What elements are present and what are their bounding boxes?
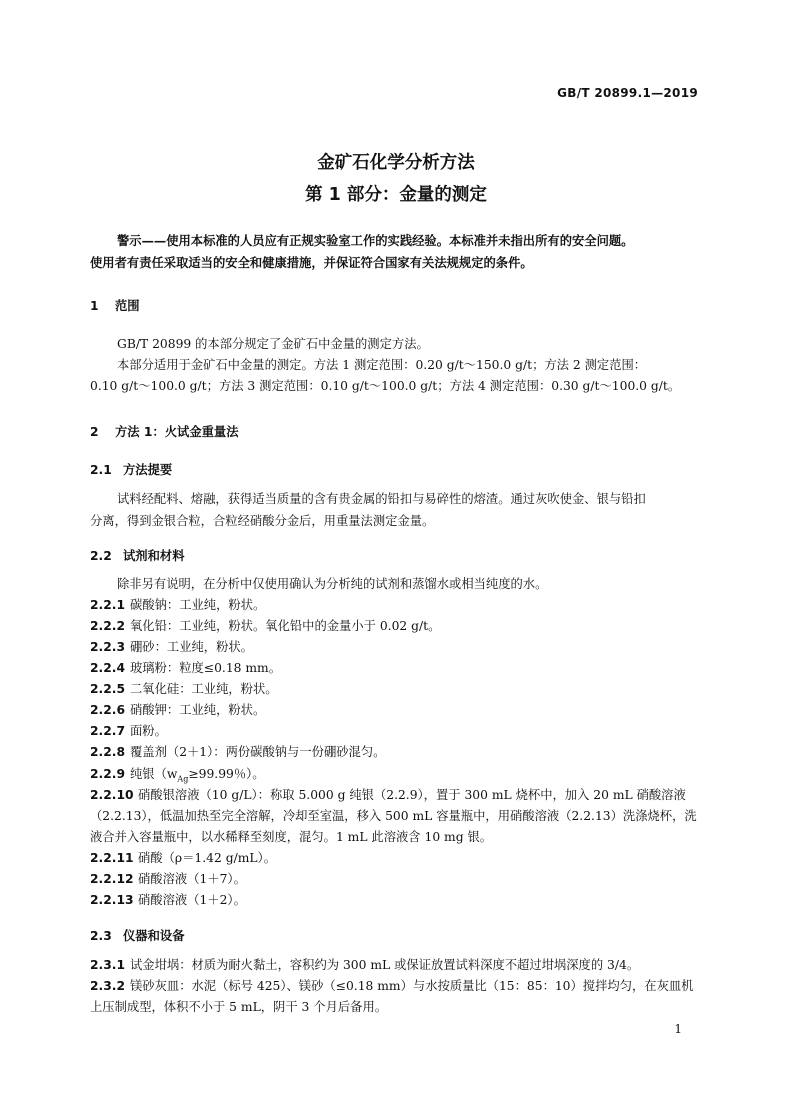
list-item-continuation: （2.2.13），低温加热至完全溶解，冷却至室温，移入 500 mL 容量瓶中，用硝酸溶液（2.2.13）洗涤烧杯，洗 [90,809,697,823]
list-item: 2.2.5 二氧化硅：工业纯，粉状。 [90,682,278,696]
list-item: 2.2.12 硝酸溶液（1＋7）。 [90,872,246,886]
subsection-title: 试剂和材料 [123,549,185,563]
list-item: 2.3.1 试金坩埚：材质为耐火黏土，容积约为 300 mL 或保证放置试料深度不超过坩埚深度的 3/4。 [90,958,640,972]
list-item-continuation: 上压制成型，体积不小于 5 mL，阴干 3 个月后备用。 [90,1000,388,1014]
list-item: 2.2.2 氧化铅：工业纯，粉状。氧化铅中的金量小于 0.02 g/t。 [90,619,441,633]
section-2-2-intro: 除非另有说明，在分析中仅使用确认为分析纯的试剂和蒸馏水或相当纯度的水。 [117,577,548,591]
section-number: 1 [90,299,99,313]
list-item: 2.2.11 硝酸（ρ＝1.42 g/mL）。 [90,851,276,865]
section-1-heading [90,296,140,314]
section-2-1-heading [90,460,172,478]
section-2-2-heading [90,546,185,564]
list-item: 2.2.1 碳酸钠：工业纯，粉状。 [90,598,266,612]
section-1-paragraph-2-line-1: 本部分适用于金矿石中金量的测定。方法 1 测定范围：0.20 g/t～150.0 g/t；方法 2 测定范围： [117,358,647,372]
warning-line-1: 警示——使用本标准的人员应有正规实验室工作的实践经验。本标准并未指出所有的安全问题。 [117,234,634,248]
document-title: 金矿石化学分析方法 [317,153,475,173]
list-item: 2.3.2 镁砂灰皿：水泥（标号 425）、镁砂（≤0.18 mm）与水按质量比（15：85：10）搅拌均匀，在灰皿机 [90,979,694,993]
subsection-number: 2.1 [90,463,112,477]
list-item-continuation: 液合并入容量瓶中，以水稀释至刻度，混匀。1 mL 此溶液含 10 mg 银。 [90,830,493,844]
section-title: 方法 1：火试金重量法 [115,425,239,439]
section-2-heading [90,422,239,440]
subsection-number: 2.3 [90,929,112,943]
list-item: 2.2.6 硝酸钾：工业纯，粉状。 [90,703,266,717]
document-subtitle: 第 1 部分：金量的测定 [305,185,487,205]
section-title: 范围 [115,299,140,313]
warning-line-2: 使用者有责任采取适当的安全和健康措施，并保证符合国家有关法规规定的条件。 [90,256,533,270]
list-item: 2.2.7 面粉。 [90,724,167,738]
list-item: 2.2.10 硝酸银溶液（10 g/L）：称取 5.000 g 纯银（2.2.9），置于 300 mL 烧杯中，加入 20 mL 硝酸溶液 [90,788,686,802]
section-1-paragraph-2-line-2: 0.10 g/t～100.0 g/t；方法 3 测定范围：0.10 g/t～100.0 g/t；方法 4 测定范围：0.30 g/t～100.0 g/t。 [90,379,681,393]
section-2-3-heading [90,926,185,944]
standard-code: GB/T 20899.1—2019 [557,86,698,100]
list-item: 2.2.8 覆盖剂（2＋1）：两份碳酸钠与一份硼砂混匀。 [90,745,386,759]
subsection-number: 2.2 [90,549,112,563]
section-number: 2 [90,425,99,439]
section-1-paragraph-1: GB/T 20899 的本部分规定了金矿石中金量的测定方法。 [117,337,429,351]
list-item: 2.2.4 玻璃粉：粒度≤0.18 mm。 [90,661,281,675]
section-2-1-line-2: 分离，得到金银合粒，合粒经硝酸分金后，用重量法测定金量。 [90,514,435,528]
list-item: 2.2.9 纯银（$w_{Ag}\ge 99.99$％）。 [90,767,265,784]
subsection-title: 仪器和设备 [123,929,185,943]
page-number: 1 [674,1022,682,1036]
subsection-title: 方法提要 [123,463,173,477]
list-item: 2.2.3 硼砂：工业纯，粉状。 [90,640,253,654]
list-item: 2.2.13 硝酸溶液（1＋2）。 [90,893,246,907]
section-2-1-line-1: 试料经配料、熔融，获得适当质量的含有贵金属的铅扣与易碎性的熔渣。通过灰吹使金、银与铅扣 [117,492,646,506]
